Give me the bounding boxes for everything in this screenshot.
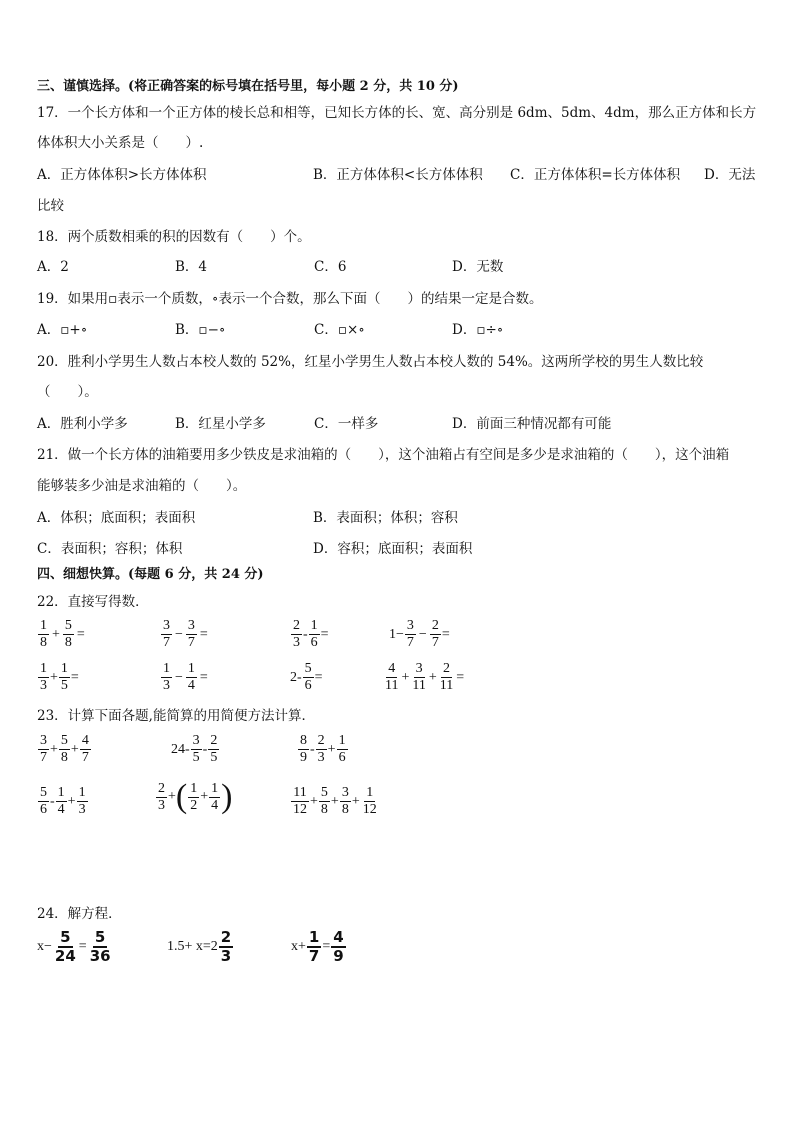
- denominator: 12: [362, 802, 377, 817]
- q22-stem: 22．直接写得数．: [37, 594, 149, 610]
- numerator: 4: [388, 661, 396, 676]
- q20-stem-line2: （ ）。: [37, 384, 98, 400]
- numerator: 1: [308, 928, 320, 946]
- q19-stem: 19．如果用▫表示一个质数，∘表示一个合数，那么下面（ ）的结果一定是合数。: [37, 291, 543, 307]
- q17-option-a: A．正方体体积>长方体体积: [37, 167, 207, 183]
- math-operator: =: [314, 669, 323, 685]
- q23-expression-6: [290, 785, 380, 818]
- q20-option-d: D．前面三种情况都有可能: [452, 416, 612, 432]
- fraction: [410, 661, 427, 694]
- denominator: 4: [57, 802, 65, 817]
- q24-equation-2: [167, 929, 234, 965]
- denominator: 7: [81, 750, 89, 765]
- q18-option-a: A．2: [37, 259, 69, 275]
- numerator: 3: [187, 618, 195, 633]
- fraction: [59, 733, 70, 766]
- q23-stem: 23．计算下面各题,能简算的用简便方法计算．: [37, 708, 315, 724]
- fraction: [291, 618, 302, 651]
- numerator: 2: [210, 733, 218, 748]
- fraction: [38, 618, 49, 651]
- fraction: [319, 785, 330, 818]
- denominator: 3: [317, 750, 325, 765]
- denominator: 7: [431, 635, 439, 650]
- numerator: 3: [341, 785, 349, 800]
- numerator: 1: [190, 780, 198, 796]
- fraction: [63, 618, 74, 651]
- math-operator: =: [199, 626, 208, 642]
- q23-expression-3: [297, 733, 349, 766]
- q18-option-b: B．4: [175, 259, 208, 275]
- numerator: 2: [317, 733, 325, 748]
- fraction: [361, 785, 379, 818]
- denominator: 3: [78, 802, 86, 817]
- denominator: 7: [308, 947, 320, 965]
- q23-expression-5: [155, 780, 232, 814]
- numerator: 3: [192, 733, 200, 748]
- math-operator: =: [322, 939, 331, 954]
- fraction: [161, 661, 172, 694]
- denominator: 11: [439, 678, 454, 693]
- math-operator: +: [330, 793, 339, 809]
- numerator: 1: [366, 785, 374, 800]
- math-operator: +: [50, 741, 58, 757]
- fraction: [405, 618, 416, 651]
- q19-option-d: D．▫÷∘: [452, 322, 504, 338]
- q23-expression-4: [37, 785, 89, 818]
- fraction: [186, 661, 197, 694]
- fraction: [219, 929, 233, 965]
- math-operator: +: [168, 789, 176, 804]
- numerator: 5: [40, 785, 47, 800]
- denominator: 3: [163, 678, 170, 693]
- denominator: 4: [187, 678, 195, 693]
- fraction: [298, 733, 309, 766]
- numerator: 1: [60, 661, 68, 676]
- fraction: [383, 661, 400, 694]
- fraction: [438, 661, 455, 694]
- numerator: 3: [415, 661, 423, 676]
- numerator: 5: [60, 928, 71, 946]
- denominator: 8: [341, 802, 349, 817]
- numerator: 5: [94, 928, 106, 946]
- q24-stem: 24．解方程．: [37, 906, 122, 922]
- q23-expression-1: [37, 733, 92, 766]
- numerator: 5: [320, 785, 328, 800]
- fraction: [56, 785, 67, 818]
- math-operator: −: [175, 626, 183, 642]
- q21-option-a: A．体积；底面积；表面积: [37, 510, 196, 526]
- q21-option-b: B．表面积；体积；容积: [313, 510, 458, 526]
- denominator: 5: [60, 678, 68, 693]
- math-operator: =: [456, 669, 465, 685]
- fraction: [80, 733, 91, 766]
- numerator: 1: [57, 785, 65, 800]
- denominator: 8: [64, 635, 72, 650]
- q23-expression-2: [171, 733, 220, 766]
- fraction: [186, 618, 197, 651]
- fraction: [88, 929, 113, 965]
- section-4-heading: 四、细想快算。(每题 6 分，共 24 分): [37, 567, 264, 582]
- q20-option-a: A．胜利小学多: [37, 416, 128, 432]
- fraction: [331, 929, 345, 965]
- math-operator: 24-: [171, 741, 190, 757]
- denominator: 3: [293, 635, 300, 650]
- denominator: 11: [385, 678, 399, 693]
- q22-expression-8: [382, 661, 464, 694]
- denominator: 2: [190, 797, 198, 813]
- denominator: 24: [54, 947, 76, 965]
- q22-expression-3: [290, 618, 329, 651]
- denominator: 7: [406, 635, 414, 650]
- fraction: [156, 781, 167, 814]
- q21-option-c: C．表面积；容积；体积: [37, 541, 183, 557]
- q22-expression-5: [37, 661, 79, 694]
- math-operator: -: [310, 741, 315, 757]
- fraction: [53, 929, 78, 965]
- fraction: [340, 785, 351, 818]
- q17-option-c: C．正方体体积=长方体体积: [510, 167, 681, 183]
- q18-option-d: D．无数: [452, 259, 504, 275]
- denominator: 7: [163, 635, 170, 650]
- math-operator: +: [52, 626, 60, 642]
- q17-option-d-continued: 比较: [37, 198, 64, 214]
- fraction: [191, 733, 202, 766]
- q19-option-c: C．▫×∘: [314, 322, 365, 338]
- math-operator: -: [50, 793, 55, 809]
- denominator: 11: [412, 678, 426, 693]
- q24-equation-3: [291, 929, 347, 965]
- q24-equation-1: [37, 929, 114, 965]
- math-operator: +: [310, 793, 318, 809]
- q19-option-b: B．▫−∘: [175, 322, 226, 338]
- denominator: 3: [220, 947, 232, 965]
- denominator: 36: [89, 947, 111, 965]
- denominator: 8: [320, 802, 328, 817]
- numerator: 2: [220, 928, 232, 946]
- fraction: [303, 661, 314, 694]
- math-operator: +: [428, 669, 437, 685]
- q22-expression-6: [160, 661, 210, 694]
- denominator: 5: [192, 750, 200, 765]
- fraction: [188, 781, 199, 814]
- q20-stem-line1: 20．胜利小学男生人数占本校人数的 52%，红星小学男生人数占本校人数的 54%。这两所学校的男生人数比较: [37, 354, 704, 370]
- denominator: 6: [310, 635, 318, 650]
- numerator: 2: [431, 618, 439, 633]
- numerator: 3: [406, 618, 414, 633]
- q18-stem: 18．两个质数相乘的积的因数有（ ）个。: [37, 229, 311, 245]
- fraction: [161, 618, 172, 651]
- denominator: 3: [158, 797, 165, 813]
- math-operator: -: [202, 741, 208, 757]
- math-operator: +: [351, 793, 360, 809]
- fraction: [291, 785, 309, 818]
- math-operator: =: [70, 669, 79, 685]
- numerator: 1: [211, 780, 219, 796]
- math-operator: 1−: [389, 626, 404, 642]
- fraction: [209, 781, 220, 814]
- q17-option-d: D．无法: [704, 167, 756, 183]
- denominator: 9: [300, 750, 307, 765]
- numerator: 8: [300, 733, 307, 748]
- denominator: 9: [333, 947, 344, 965]
- numerator: 1: [78, 785, 86, 800]
- fraction: [77, 785, 88, 818]
- math-operator: =: [199, 669, 208, 685]
- numerator: 2: [158, 780, 165, 796]
- q22-expression-1: [37, 618, 87, 651]
- fraction: [430, 618, 441, 651]
- numerator: 1: [40, 661, 47, 676]
- numerator: 1: [163, 661, 170, 676]
- math-operator: +: [401, 669, 410, 685]
- numerator: 1: [40, 618, 47, 633]
- math-operator: +: [327, 741, 336, 757]
- numerator: 4: [81, 733, 89, 748]
- numerator: 11: [293, 785, 307, 800]
- denominator: 12: [293, 802, 307, 817]
- math-operator: −: [418, 626, 427, 642]
- math-operator: =: [76, 626, 85, 642]
- right-parenthesis: ): [221, 778, 233, 815]
- numerator: 1: [310, 618, 318, 633]
- math-operator: 2-: [290, 669, 302, 685]
- fraction: [316, 733, 327, 766]
- numerator: 5: [60, 733, 68, 748]
- q20-option-c: C．一样多: [314, 416, 379, 432]
- numerator: 3: [40, 733, 47, 748]
- math-operator: +: [200, 789, 209, 804]
- denominator: 6: [304, 678, 312, 693]
- denominator: 8: [40, 635, 47, 650]
- q22-expression-2: [160, 618, 210, 651]
- math-operator: =: [320, 626, 329, 642]
- fraction: [337, 733, 348, 766]
- math-operator: +: [50, 669, 58, 685]
- numerator: 3: [163, 618, 170, 633]
- q21-stem-line1: 21．做一个长方体的油箱要用多少铁皮是求油箱的（ ），这个油箱占有空间是多少是求油箱的（ ），这个油箱: [37, 447, 730, 463]
- math-operator: +: [67, 793, 76, 809]
- fraction: [38, 785, 49, 818]
- denominator: 6: [40, 802, 47, 817]
- q17-option-b: B．正方体体积<长方体体积: [313, 167, 483, 183]
- denominator: 4: [211, 797, 219, 813]
- numerator: 2: [443, 661, 451, 676]
- numerator: 5: [304, 661, 312, 676]
- section-3-heading: 三、谨慎选择。(将正确答案的标号填在括号里，每小题 2 分，共 10 分): [37, 79, 459, 94]
- denominator: 5: [210, 750, 218, 765]
- math-operator: =: [78, 939, 87, 954]
- denominator: 7: [187, 635, 195, 650]
- denominator: 3: [40, 678, 47, 693]
- math-operator: +: [70, 741, 79, 757]
- numerator: 2: [293, 618, 300, 633]
- math-operator: =: [441, 626, 450, 642]
- q22-expression-7: [290, 661, 323, 694]
- q17-stem-line1: 17．一个长方体和一个正方体的棱长总和相等，已知长方体的长、宽、高分别是 6dm、5dm、4dm，那么正方体和长方: [37, 105, 757, 121]
- math-operator: -: [303, 626, 308, 642]
- fraction: [208, 733, 219, 766]
- numerator: 5: [64, 618, 72, 633]
- fraction: [309, 618, 320, 651]
- fraction: [38, 733, 49, 766]
- math-operator: x+: [291, 939, 306, 954]
- numerator: 4: [333, 928, 344, 946]
- numerator: 1: [187, 661, 195, 676]
- fraction: [59, 661, 70, 694]
- math-operator: x−: [37, 939, 52, 954]
- left-parenthesis: (: [175, 778, 188, 815]
- q21-option-d: D．容积；底面积；表面积: [313, 541, 473, 557]
- q20-option-b: B．红星小学多: [175, 416, 266, 432]
- math-operator: 1.5+ x=2: [167, 939, 218, 954]
- denominator: 6: [338, 750, 346, 765]
- denominator: 8: [60, 750, 68, 765]
- numerator: 1: [338, 733, 346, 748]
- math-operator: −: [175, 669, 183, 685]
- fraction: [38, 661, 49, 694]
- q17-stem-line2: 体体积大小关系是（ ）.: [37, 135, 204, 151]
- q22-expression-4: [389, 618, 450, 651]
- q21-stem-line2: 能够装多少油是求油箱的（ ）。: [37, 478, 247, 494]
- q19-option-a: A．▫+∘: [37, 322, 88, 338]
- q18-option-c: C．6: [314, 259, 347, 275]
- fraction: [307, 929, 321, 965]
- denominator: 7: [40, 750, 47, 765]
